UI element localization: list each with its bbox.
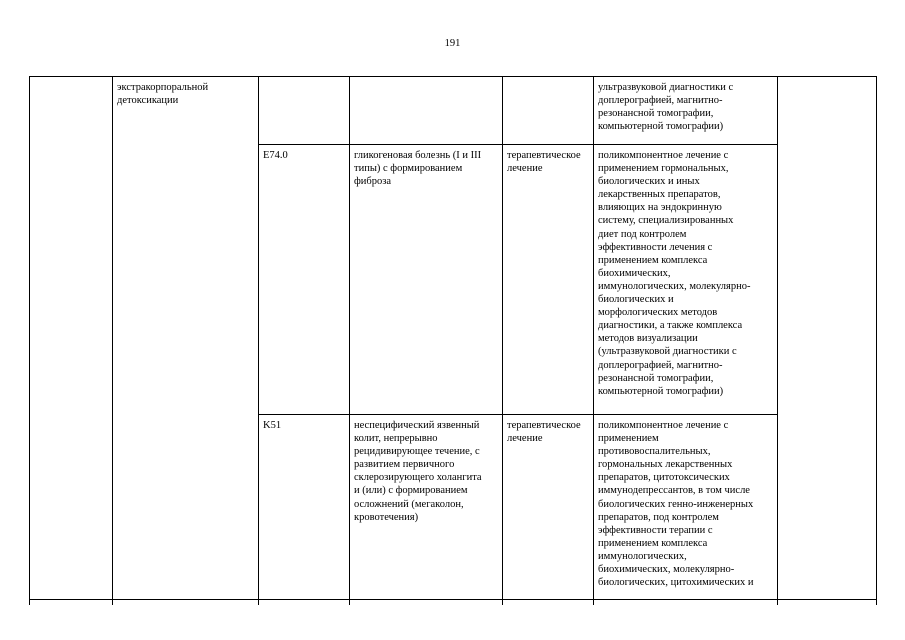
icd-code-cell	[259, 77, 350, 145]
method-name-cell: экстракорпоральной детоксикации	[113, 77, 259, 605]
cost-cell	[778, 77, 877, 605]
table-row	[30, 77, 877, 145]
treatment-type-cell: терапевтическое лечение	[503, 145, 594, 415]
medical-care-table	[29, 76, 877, 605]
group-number-cell	[30, 77, 113, 605]
treatment-method-cell: ультразвуковой диагностики с доплерографией, магнитно- резонансной томографии, компьютерной томографии)	[594, 77, 778, 145]
treatment-method-cell: поликомпонентное лечение с применением противовоспалительных, гормональных лекарственных препаратов, цитотоксических иммунодепрессантов, в том числе биологических генно-инженерных препаратов, под контролем эффективности терапии с применением комплекса иммунологических, биохимических, молекулярно- биологических, цитохимических и	[594, 415, 778, 605]
treatment-type-cell	[503, 77, 594, 145]
disease-model-cell: гликогеновая болезнь (I и III типы) с формированием фиброза	[350, 145, 503, 415]
page-number: 191	[444, 38, 461, 49]
icd-code-cell: E74.0	[259, 145, 350, 415]
treatment-type-cell: терапевтическое лечение	[503, 415, 594, 605]
icd-code-cell: K51	[259, 415, 350, 605]
table-bottom-border	[29, 599, 876, 600]
disease-model-cell	[350, 77, 503, 145]
treatment-method-cell: поликомпонентное лечение с применением гормональных, биологических и иных лекарственных препаратов, влияющих на эндокринную систему, специализированных диет под контролем эффективности лечения с применением комплекса биохимических, иммунологических, молекулярно- биологических и морфологических методов диагностики, а также комплекса методов визуализации (ультразвуковой диагностики с доплерографией, магнитно- резонансной томографии, компьютерной томографии)	[594, 145, 778, 415]
disease-model-cell: неспецифический язвенный колит, непрерывно рецидивирующее течение, с развитием первичного склерозирующего холангита и (или) с формированием осложнений (мегаколон, кровотечения)	[350, 415, 503, 605]
